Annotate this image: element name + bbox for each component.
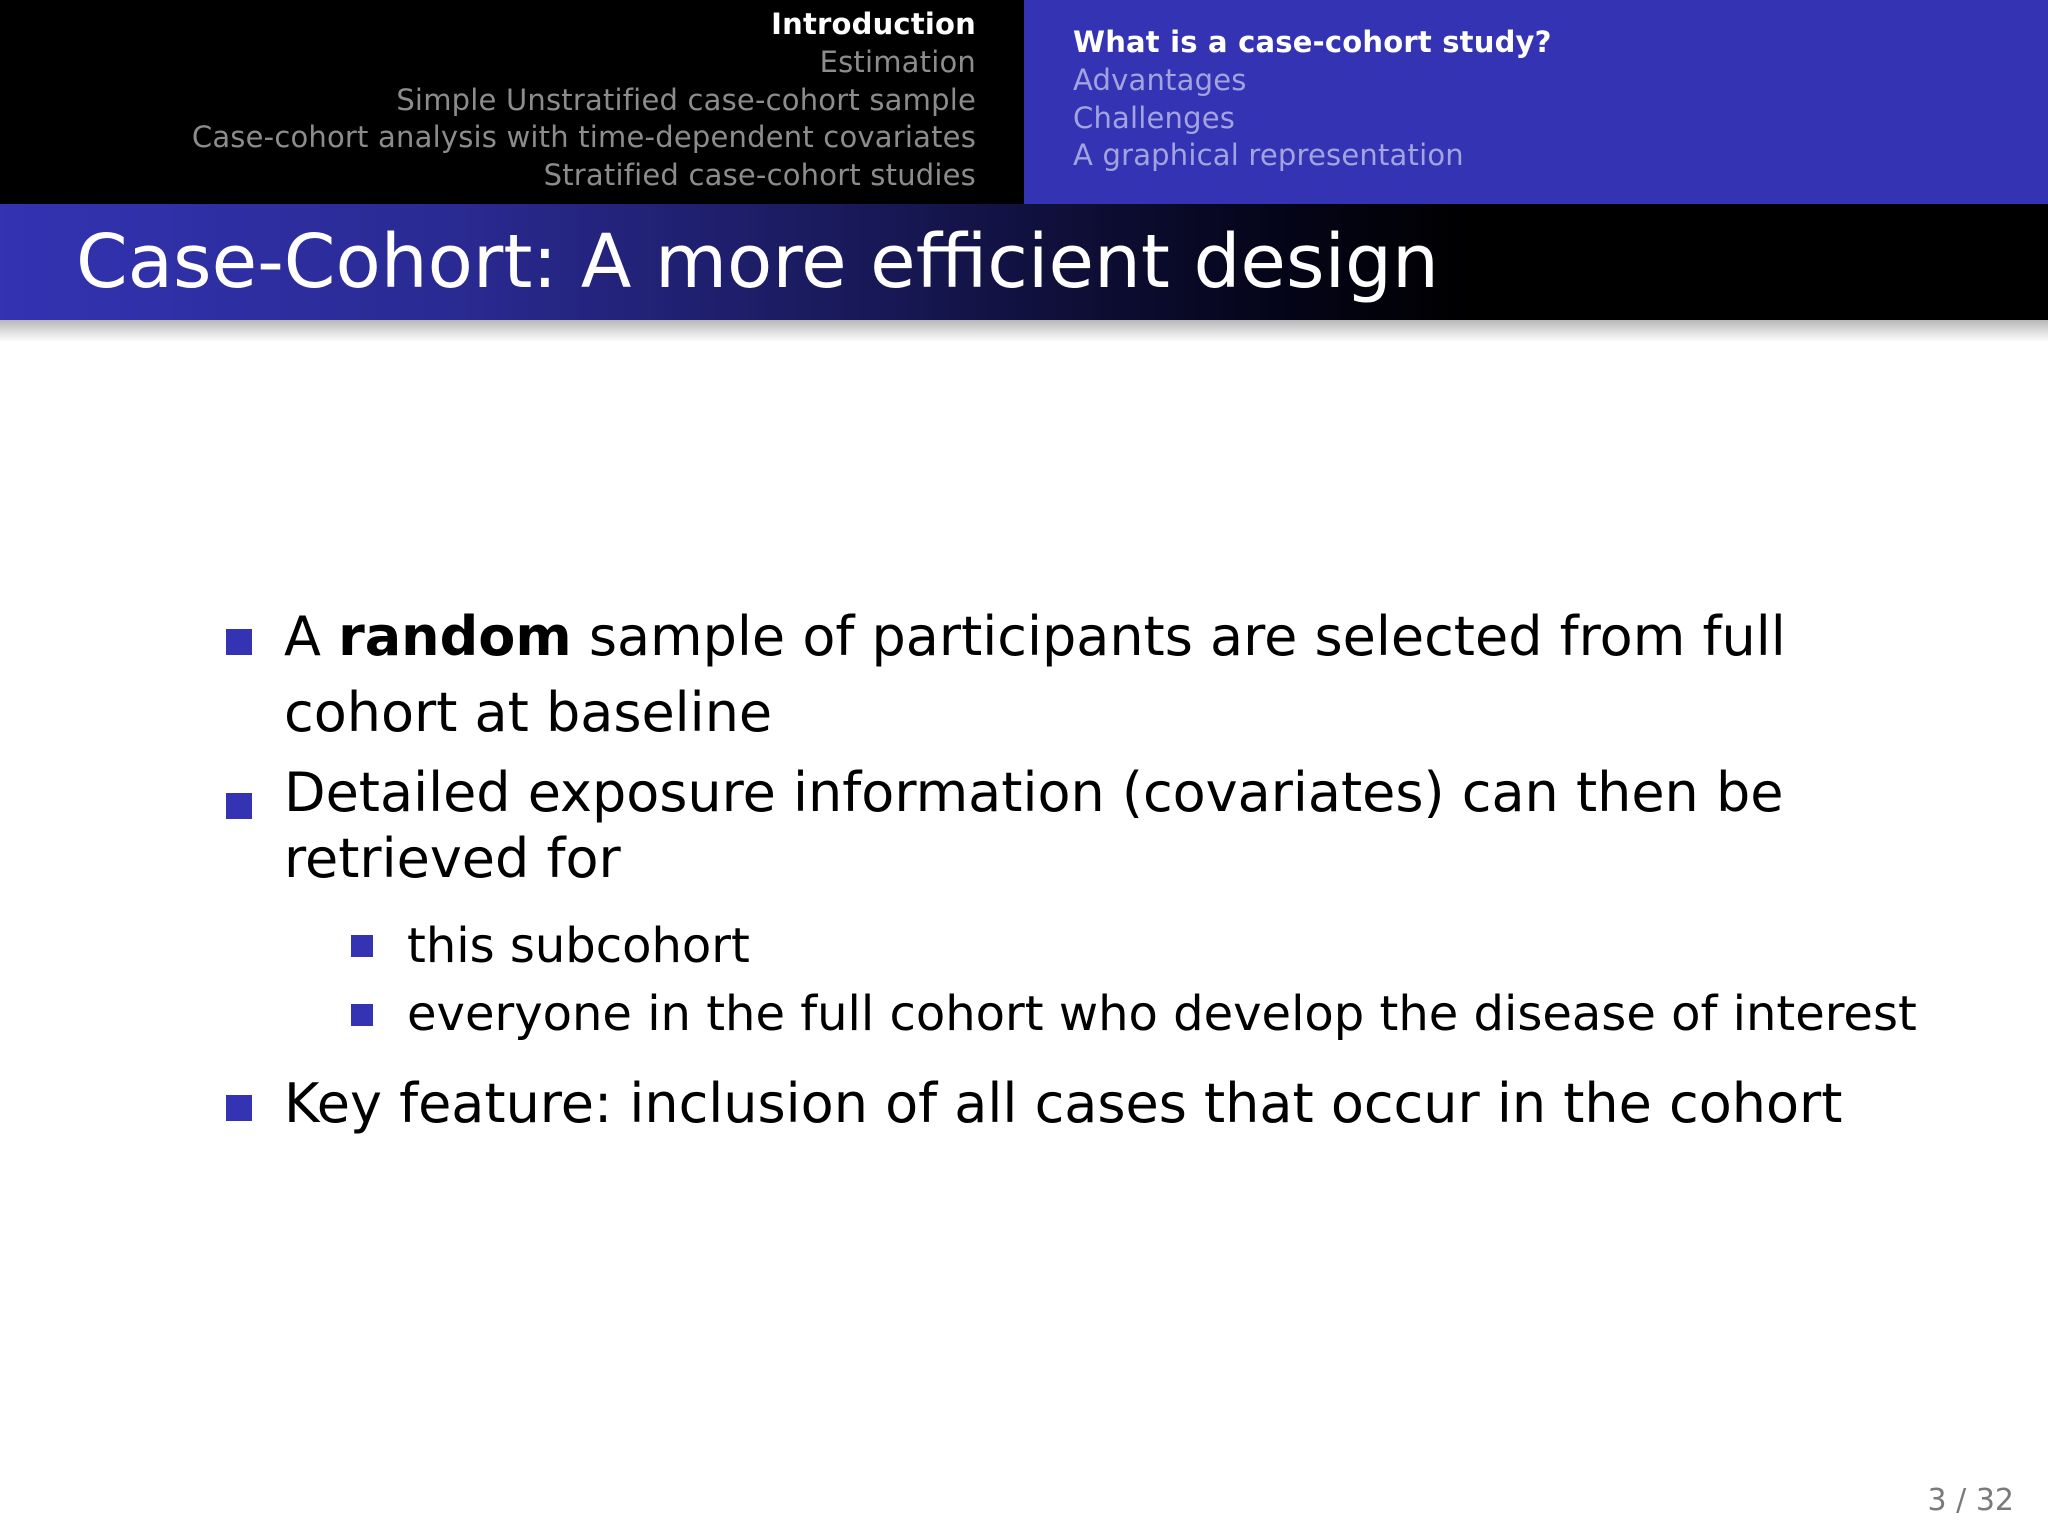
bullet-marker-icon bbox=[226, 629, 252, 655]
bullet-text-prefix: A bbox=[284, 605, 339, 668]
nav-subsection-challenges[interactable]: Challenges bbox=[1073, 100, 1236, 135]
nav-section-simple-unstratified[interactable]: Simple Unstratified case-cohort sample bbox=[396, 82, 976, 117]
nav-subsection-advantages[interactable]: Advantages bbox=[1073, 62, 1247, 97]
bullet-item-key-feature bbox=[284, 1066, 1924, 1142]
sub-bullet-marker-icon bbox=[351, 935, 373, 957]
sub-bullet-text: this subcohort bbox=[407, 918, 750, 974]
nav-subsection-what-is[interactable]: What is a case-cohort study? bbox=[1073, 25, 1552, 59]
nav-section-introduction[interactable]: Introduction bbox=[771, 7, 976, 41]
bullet-text: Detailed exposure information (covariates) can then be retrieved for bbox=[284, 761, 1784, 890]
bullet-text: Key feature: inclusion of all cases that occur in the cohort bbox=[284, 1072, 1843, 1135]
frame-title-bar bbox=[0, 204, 2048, 320]
nav-section-estimation[interactable]: Estimation bbox=[819, 44, 976, 79]
bullet-marker-icon bbox=[226, 1095, 252, 1121]
frame-title: Case-Cohort: A more efficient design bbox=[76, 219, 1439, 305]
headline-navigation bbox=[0, 0, 2048, 204]
sub-bullet-item bbox=[407, 980, 1967, 1048]
nav-section-time-dependent[interactable]: Case-cohort analysis with time-dependent covariates bbox=[191, 120, 976, 155]
nav-subsection-graphical[interactable]: A graphical representation bbox=[1073, 138, 1464, 173]
sub-bullet-item bbox=[407, 912, 1967, 980]
sub-bullet-text: everyone in the full cohort who develop the disease of interest bbox=[407, 986, 1917, 1042]
bullet-text-suffix: sample of participants are selected from full cohort at baseline bbox=[284, 605, 1786, 744]
bullet-item-exposure-info bbox=[284, 760, 1924, 892]
bullet-marker-icon bbox=[226, 793, 252, 819]
page-number: 3 / 32 bbox=[1927, 1483, 2014, 1518]
bullet-item-random-sample bbox=[284, 599, 1924, 751]
nav-section-stratified[interactable]: Stratified case-cohort studies bbox=[543, 158, 976, 193]
bullet-text-emphasis: random bbox=[338, 605, 572, 668]
title-shadow bbox=[0, 320, 2048, 342]
sub-bullet-marker-icon bbox=[351, 1004, 373, 1026]
section-navigation bbox=[0, 0, 1024, 204]
subsection-navigation bbox=[1024, 0, 2048, 204]
bullet-text bbox=[284, 599, 1924, 751]
